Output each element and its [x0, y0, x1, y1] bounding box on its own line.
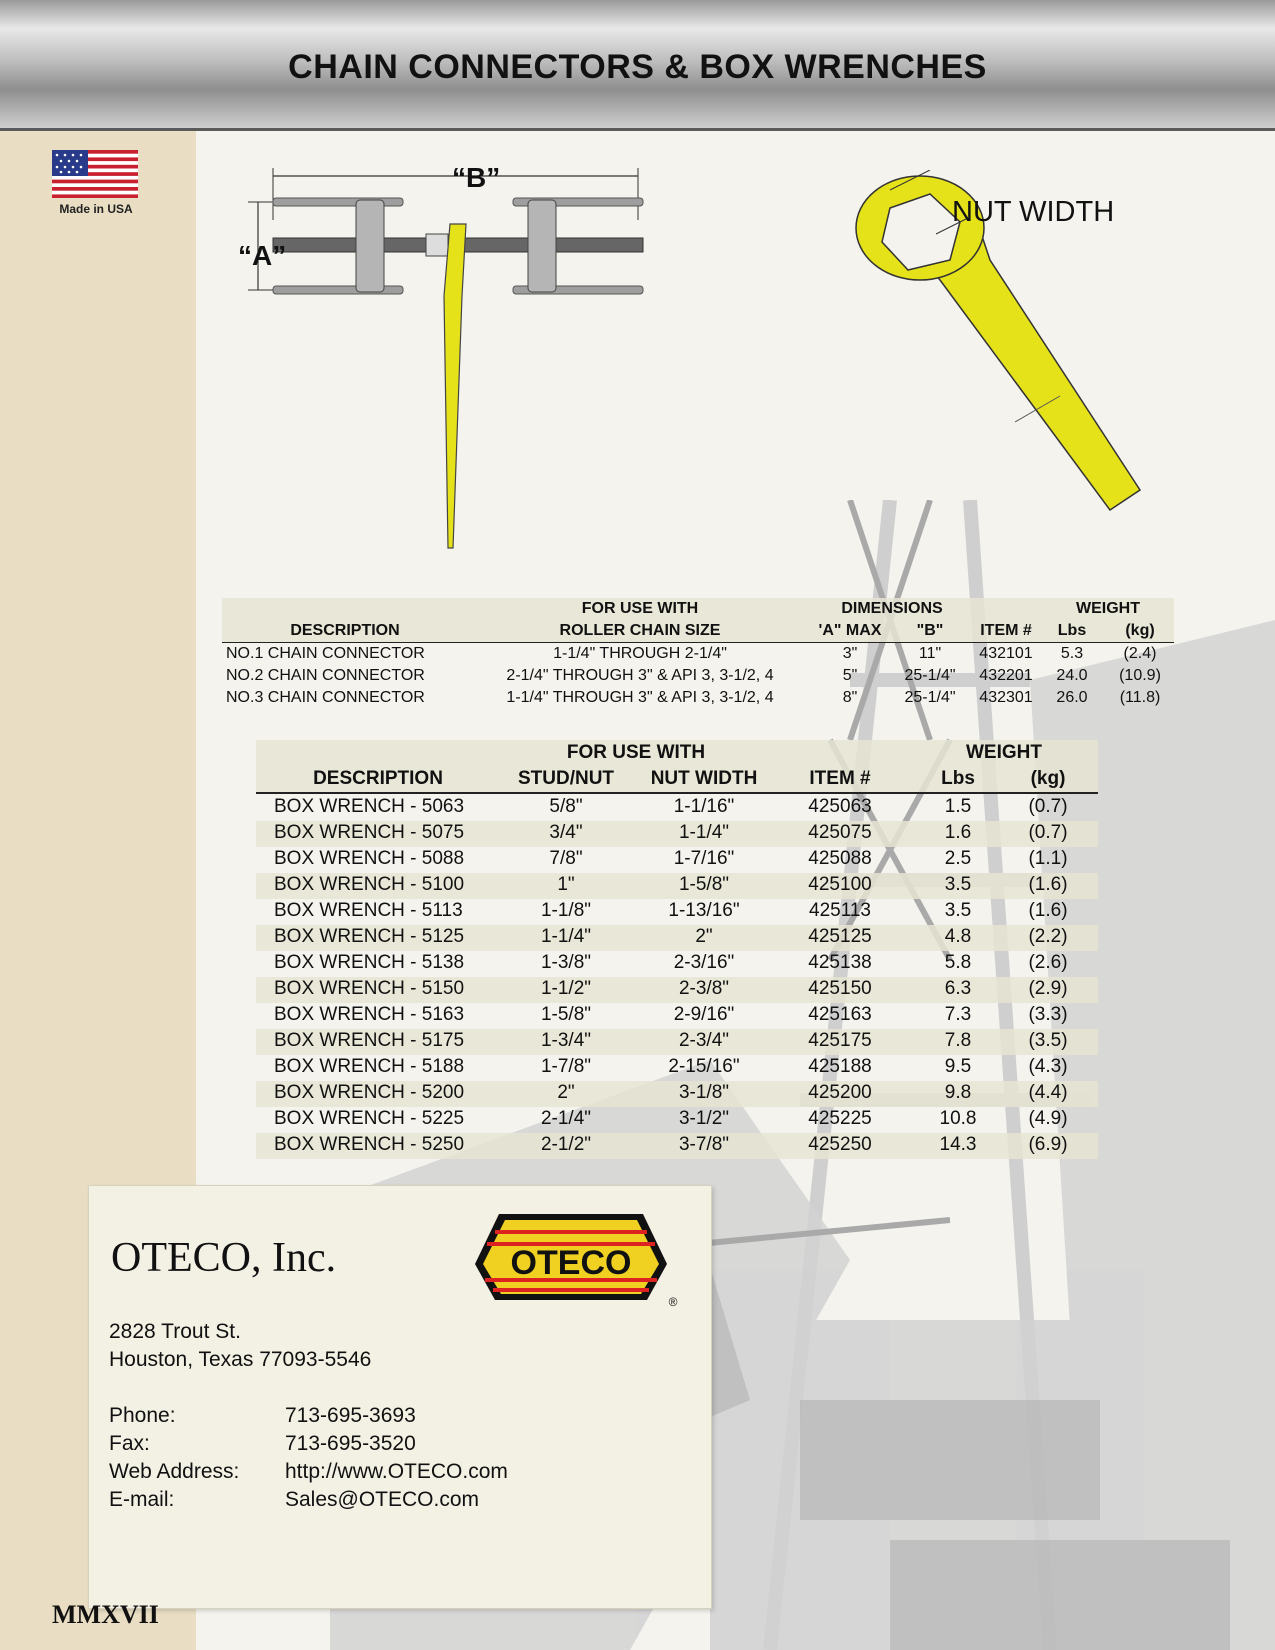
cell-kg: (3.3)	[1028, 1004, 1068, 1025]
header-b: "B"	[916, 622, 944, 639]
header-nut-width: NUT WIDTH	[650, 768, 758, 789]
cell-lbs: 24.0	[1056, 667, 1088, 684]
cell-nut-width: 3-1/8"	[678, 1082, 730, 1103]
cell-kg: (3.5)	[1028, 1030, 1068, 1051]
cell-description: BOX WRENCH - 5075	[274, 822, 465, 843]
cell-kg: (2.9)	[1028, 978, 1068, 999]
cell-nut-width: 3-7/8"	[678, 1134, 730, 1155]
header-bar	[0, 0, 1275, 131]
cell-stud-nut: 3/4"	[549, 822, 583, 843]
cell-nut-width: 3-1/2"	[678, 1108, 730, 1129]
table-row	[256, 925, 1098, 951]
cell-lbs: 14.3	[939, 1134, 977, 1155]
footer-year: MMXVII	[52, 1600, 159, 1629]
cell-stud-nut: 1-5/8"	[540, 1004, 592, 1025]
cell-lbs: 4.8	[944, 926, 972, 947]
table-row	[256, 821, 1098, 847]
cell-b: 25-1/4"	[904, 689, 956, 706]
header-dimensions: DIMENSIONS	[841, 600, 943, 617]
cell-a-max: 8"	[842, 689, 858, 706]
cell-kg: (11.8)	[1119, 689, 1161, 706]
cell-item: 425113	[809, 900, 871, 921]
cell-item: 432301	[979, 689, 1033, 706]
cell-b: 25-1/4"	[904, 667, 956, 684]
cell-kg: (0.7)	[1028, 822, 1068, 843]
header-divider	[256, 792, 1098, 794]
cell-stud-nut: 2"	[557, 1082, 575, 1103]
fax-label: Fax:	[109, 1432, 150, 1455]
registered-mark: ®	[668, 1295, 678, 1308]
cell-lbs: 5.3	[1060, 645, 1084, 662]
cell-stud-nut: 1-3/4"	[540, 1030, 592, 1051]
cell-lbs: 26.0	[1056, 689, 1088, 706]
cell-lbs: 9.5	[944, 1056, 972, 1077]
cell-item: 425200	[808, 1082, 872, 1103]
contact-card	[88, 1185, 712, 1609]
cell-stud-nut: 1-1/2"	[540, 978, 592, 999]
cell-item: 425150	[808, 978, 872, 999]
cell-kg: (1.1)	[1028, 848, 1068, 869]
header-for-use-with: FOR USE WITH	[566, 742, 706, 763]
cell-lbs: 2.5	[944, 848, 972, 869]
cell-kg: (4.3)	[1028, 1056, 1068, 1077]
cell-stud-nut: 1-1/8"	[540, 900, 592, 921]
cell-nut-width: 2-3/8"	[678, 978, 730, 999]
logo-text: OTECO	[510, 1244, 632, 1282]
cell-a-max: 5"	[842, 667, 858, 684]
cell-item: 425188	[808, 1056, 872, 1077]
cell-item: 425225	[808, 1108, 872, 1129]
cell-description: BOX WRENCH - 5225	[274, 1108, 465, 1129]
cell-description: BOX WRENCH - 5138	[274, 952, 465, 973]
table-header	[256, 740, 1098, 792]
cell-kg: (10.9)	[1119, 667, 1161, 684]
table-row	[256, 977, 1098, 1003]
table-row	[256, 873, 1098, 899]
table-row	[256, 1133, 1098, 1159]
email-label: E-mail:	[109, 1488, 175, 1511]
cell-kg: (4.9)	[1028, 1108, 1068, 1129]
phone-value: 713-695-3693	[285, 1404, 416, 1427]
cell-nut-width: 1-13/16"	[668, 900, 740, 921]
cell-lbs: 3.5	[944, 900, 972, 921]
table-row	[256, 899, 1098, 925]
cell-kg: (2.6)	[1028, 952, 1068, 973]
cell-stud-nut: 1-7/8"	[540, 1056, 592, 1077]
cell-stud-nut: 2-1/4"	[540, 1108, 592, 1129]
cell-description: BOX WRENCH - 5063	[274, 796, 465, 817]
cell-stud-nut: 7/8"	[549, 848, 583, 869]
cell-nut-width: 1-7/16"	[673, 848, 735, 869]
cell-nut-width: 2-15/16"	[668, 1056, 740, 1077]
cell-nut-width: 2"	[695, 926, 713, 947]
cell-description: NO.3 CHAIN CONNECTOR	[226, 689, 425, 706]
cell-lbs: 5.8	[944, 952, 972, 973]
table-row	[256, 1055, 1098, 1081]
cell-item: 425075	[808, 822, 872, 843]
cell-description: BOX WRENCH - 5100	[274, 874, 465, 895]
table-row	[222, 645, 1174, 667]
cell-item: 425125	[808, 926, 872, 947]
table-row	[256, 951, 1098, 977]
cell-kg: (2.4)	[1123, 645, 1157, 662]
cell-item: 432201	[979, 667, 1033, 684]
nut-width-label: NUT WIDTH	[952, 196, 1115, 228]
cell-item: 425138	[808, 952, 872, 973]
cell-lbs: 6.3	[944, 978, 972, 999]
cell-chain-size: 1-1/4" THROUGH 3" & API 3, 3-1/2, 4	[506, 689, 774, 706]
header-kg: (kg)	[1125, 622, 1155, 639]
cell-description: BOX WRENCH - 5150	[274, 978, 465, 999]
cell-description: BOX WRENCH - 5113	[274, 900, 463, 921]
cell-kg: (0.7)	[1028, 796, 1068, 817]
cell-lbs: 10.8	[939, 1108, 977, 1129]
fax-value: 713-695-3520	[285, 1432, 416, 1455]
cell-b: 11"	[918, 645, 942, 662]
address-line-2: Houston, Texas 77093-5546	[109, 1348, 372, 1371]
usa-flag-icon	[52, 150, 138, 198]
table-row	[256, 1081, 1098, 1107]
header-weight: WEIGHT	[1076, 600, 1140, 617]
page-title: CHAIN CONNECTORS & BOX WRENCHES	[288, 48, 987, 86]
dimension-a-label: “A”	[238, 240, 287, 271]
address-line-1: 2828 Trout St.	[109, 1320, 241, 1343]
table-row	[256, 1003, 1098, 1029]
cell-kg: (6.9)	[1028, 1134, 1068, 1155]
cell-item: 425063	[808, 796, 872, 817]
cell-lbs: 9.8	[944, 1082, 972, 1103]
web-label: Web Address:	[109, 1460, 240, 1483]
cell-description: BOX WRENCH - 5188	[274, 1056, 465, 1077]
cell-description: BOX WRENCH - 5250	[274, 1134, 465, 1155]
cell-nut-width: 1-1/4"	[678, 822, 730, 843]
cell-item: 432101	[979, 645, 1033, 662]
cell-stud-nut: 1-3/8"	[540, 952, 592, 973]
header-weight: WEIGHT	[966, 742, 1042, 763]
dimension-b-label: “B”	[452, 162, 501, 193]
cell-kg: (1.6)	[1028, 900, 1068, 921]
cell-stud-nut: 1"	[557, 874, 575, 895]
cell-description: BOX WRENCH - 5175	[274, 1030, 465, 1051]
cell-item: 425088	[808, 848, 872, 869]
header-kg: (kg)	[1030, 768, 1066, 789]
header-roller-chain-size: ROLLER CHAIN SIZE	[559, 622, 721, 639]
cell-stud-nut: 1-1/4"	[540, 926, 592, 947]
cell-nut-width: 2-9/16"	[673, 1004, 735, 1025]
table-row	[222, 689, 1174, 711]
phone-label: Phone:	[109, 1404, 176, 1427]
cell-stud-nut: 5/8"	[549, 796, 583, 817]
cell-nut-width: 2-3/4"	[678, 1030, 730, 1051]
cell-lbs: 7.8	[944, 1030, 972, 1051]
header-description: DESCRIPTION	[313, 768, 443, 789]
header-item: ITEM #	[980, 622, 1032, 639]
company-name: OTECO, Inc.	[111, 1235, 337, 1281]
table-row	[222, 667, 1174, 689]
header-lbs: Lbs	[1057, 622, 1087, 639]
cell-lbs: 1.6	[944, 822, 972, 843]
cell-lbs: 3.5	[944, 874, 972, 895]
cell-nut-width: 1-1/16"	[673, 796, 735, 817]
cell-nut-width: 1-5/8"	[678, 874, 730, 895]
cell-chain-size: 1-1/4" THROUGH 2-1/4"	[553, 645, 727, 662]
cell-item: 425250	[808, 1134, 872, 1155]
header-divider	[222, 642, 1174, 643]
cell-kg: (2.2)	[1028, 926, 1068, 947]
cell-lbs: 7.3	[944, 1004, 972, 1025]
email-link[interactable]: Sales@OTECO.com	[285, 1488, 480, 1511]
table-row	[256, 795, 1098, 821]
header-lbs: Lbs	[941, 768, 975, 789]
cell-kg: (1.6)	[1028, 874, 1068, 895]
header-item: ITEM #	[809, 768, 871, 789]
cell-description: BOX WRENCH - 5125	[274, 926, 465, 947]
header-description: DESCRIPTION	[290, 622, 400, 639]
cell-stud-nut: 2-1/2"	[540, 1134, 592, 1155]
table-row	[256, 1107, 1098, 1133]
cell-item: 425100	[808, 874, 872, 895]
oteco-logo-icon	[461, 1208, 681, 1308]
table-header	[222, 598, 1174, 642]
web-link[interactable]: http://www.OTECO.com	[285, 1460, 508, 1483]
header-stud-nut: STUD/NUT	[517, 768, 615, 789]
made-in-usa-label: Made in USA	[59, 202, 133, 216]
cell-a-max: 3"	[842, 645, 858, 662]
cell-lbs: 1.5	[944, 796, 972, 817]
cell-item: 425163	[808, 1004, 872, 1025]
cell-nut-width: 2-3/16"	[673, 952, 735, 973]
cell-kg: (4.4)	[1028, 1082, 1068, 1103]
cell-description: BOX WRENCH - 5163	[274, 1004, 465, 1025]
cell-chain-size: 2-1/4" THROUGH 3" & API 3, 3-1/2, 4	[506, 667, 774, 684]
cell-description: NO.1 CHAIN CONNECTOR	[226, 645, 425, 662]
cell-description: BOX WRENCH - 5200	[274, 1082, 465, 1103]
chain-connector-diagram	[228, 150, 688, 580]
header-a-max: 'A" MAX	[818, 622, 882, 639]
header-for-use-with: FOR USE WITH	[581, 600, 699, 617]
cell-item: 425175	[808, 1030, 872, 1051]
table-row	[256, 847, 1098, 873]
cell-description: NO.2 CHAIN CONNECTOR	[226, 667, 425, 684]
table-row	[256, 1029, 1098, 1055]
cell-description: BOX WRENCH - 5088	[274, 848, 465, 869]
